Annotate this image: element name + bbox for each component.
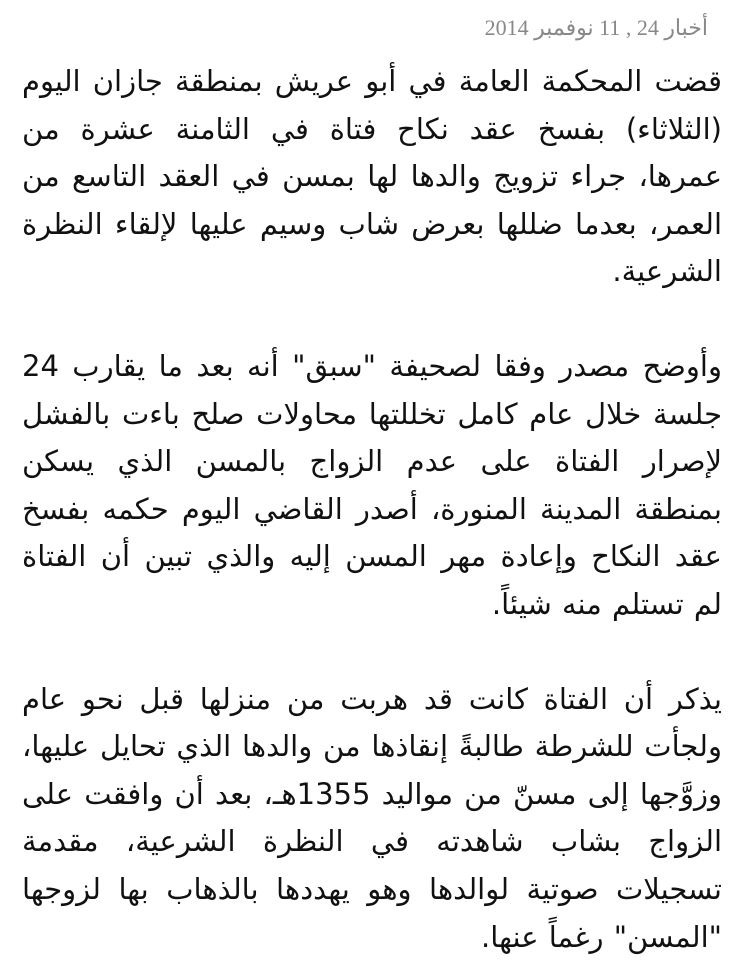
paragraph-spacer xyxy=(22,629,722,676)
paragraph-spacer xyxy=(22,296,722,343)
article-paragraph: يذكر أن الفتاة كانت قد هربت من منزلها قبل نحو عام ولجأت للشرطة طالبةً إنقاذها من والدها الذي تحايل عليها، وزوَّجها إلى مسنّ من مواليد 1355هـ، بعد أن وافقت على الزواج بشاب شاهدته في النظرة الشرعية، مقدمة تسجيلات صوتية لوالدها وهو يهددها بالذهاب بها لزوجها "المسن" رغماً عنها. xyxy=(22,681,722,954)
article-date: 11 نوفمبر 2014 xyxy=(484,15,621,40)
article-meta xyxy=(22,10,722,46)
meta-separator: , xyxy=(625,15,632,40)
article-paragraph: قضت المحكمة العامة في أبو عريش بمنطقة جازان اليوم (الثلاثاء) بفسخ عقد نكاح فتاة في الثامنة عشرة من عمرها، جراء تزويج والدها لها بمسن في العقد التاسع من العمر، بعدما ضللها بعرض شاب وسيم عليها لإلقاء النظرة الشرعية. xyxy=(22,64,722,289)
article-source: أخبار 24 xyxy=(636,15,708,40)
article-paragraph: وأوضح مصدر وفقا لصحيفة "سبق" أنه بعد ما يقارب 24 جلسة خلال عام كامل تخللتها محاولات صلح باءت بالفشل لإصرار الفتاة على عدم الزواج بالمسن الذي يسكن بمنطقة المدينة المنورة، أصدر القاضي اليوم حكمه بفسخ عقد النكاح وإعادة مهر المسن إليه والذي تبين أن الفتاة لم تستلم منه شيئاً. xyxy=(22,348,722,621)
